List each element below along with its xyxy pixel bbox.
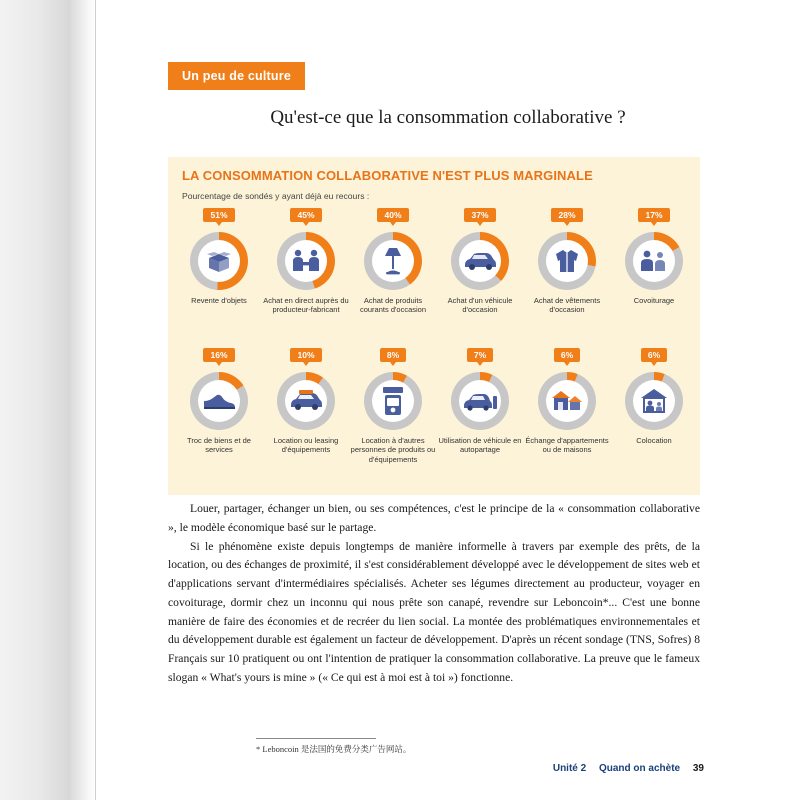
donut-ring (625, 232, 683, 290)
percentage-badge: 10% (290, 348, 321, 362)
donut-chart (350, 232, 436, 290)
infographic-item (350, 345, 436, 464)
footer-page-number: 39 (692, 763, 704, 774)
handshake-icon (285, 240, 327, 282)
infographic-item (176, 205, 262, 305)
donut-ring (364, 372, 422, 430)
for-rent-sign-icon (372, 380, 414, 422)
body-paragraph-1: Louer, partager, échanger un bien, ou ses compétences, c'est le principe de la « consommation collaborative », le modèle économique basé sur le partage. (168, 502, 700, 534)
donut-chart (350, 372, 436, 430)
infographic-item (263, 345, 349, 455)
donut-ring (190, 372, 248, 430)
car-icon (459, 240, 501, 282)
infographic-item-label: Revente d'objets (191, 296, 247, 305)
leasing-car-icon (285, 380, 327, 422)
donut-chart (437, 372, 523, 430)
infographic-item-label: Utilisation de véhicule en autopartage (438, 436, 522, 455)
infographic-item-label: Location à d'autres personnes de produits ou d'équipements (350, 436, 436, 464)
donut-chart (176, 372, 262, 430)
footer-unit: Unité 2 (552, 763, 587, 774)
percentage-badge: 28% (551, 208, 582, 222)
percentage-badge: 17% (638, 208, 669, 222)
donut-chart (263, 372, 349, 430)
charging-car-icon (459, 380, 501, 422)
donut-ring (277, 372, 335, 430)
infographic-item-label: Achat de vêtements d'occasion (533, 296, 601, 315)
percentage-badge: 7% (467, 348, 493, 362)
percentage-badge: 37% (464, 208, 495, 222)
body-paragraph-2: Si le phénomène existe depuis longtemps de manière informelle à travers par exemple des prêts, de la location, ou des échanges de proximité, il s'est considérablement développé avec le développement de sites web et d'applications servant d'intermédiaires spécialisés. Acheter ses légumes directement au producteur, voyager en covoiturage, dormir chez un inconnu qui nous prête son canapé, revendre sur Leboncoin*... C'est une bonne manière de faire des économies et de recréer du lien social. La montée des problématiques environnementales et du développement durable est également un facteur de développement. D'après un récent sondage (TNS, Sofres) 8 Français sur 10 pratiquent ou ont l'intention de pratiquer la consommation collaborative. La preuve que le fameux slogan « What's yours is mine » (« Ce qui est à moi est à toi ») fonctionne. (168, 539, 700, 685)
footnote-rule (256, 738, 376, 739)
percentage-badge: 16% (203, 348, 234, 362)
infographic-title: LA CONSOMMATION COLLABORATIVE N'EST PLUS MARGINALE (182, 168, 593, 183)
percentage-badge: 6% (641, 348, 667, 362)
infographic-item-label: Troc de biens et de services (187, 436, 251, 455)
percentage-badge: 6% (554, 348, 580, 362)
infographic-item (350, 205, 436, 315)
infographic-item-label: Achat d'un véhicule d'occasion (447, 296, 513, 315)
donut-chart (524, 232, 610, 290)
donut-ring (364, 232, 422, 290)
footer-section: Quand on achète (598, 763, 681, 774)
infographic-item (611, 205, 697, 305)
donut-ring (538, 372, 596, 430)
infographic-item (437, 205, 523, 315)
donut-ring (538, 232, 596, 290)
percentage-badge: 45% (290, 208, 321, 222)
shared-house-icon (633, 380, 675, 422)
page-content (96, 0, 800, 800)
percentage-badge: 8% (380, 348, 406, 362)
donut-chart (176, 232, 262, 290)
donut-chart (263, 232, 349, 290)
infographic-row-1 (176, 205, 696, 345)
lamp-icon (372, 240, 414, 282)
infographic-item (524, 205, 610, 315)
carpool-people-icon (633, 240, 675, 282)
percentage-badge: 51% (203, 208, 234, 222)
infographic-item (176, 345, 262, 455)
infographic-item (611, 345, 697, 445)
infographic-panel (168, 157, 700, 495)
donut-ring (451, 232, 509, 290)
body-text (168, 500, 700, 688)
infographic-item (437, 345, 523, 455)
shoe-icon (198, 380, 240, 422)
page-title: Qu'est-ce que la consommation collaborative ? (270, 107, 626, 128)
infographic-item-label: Achat de produits courants d'occasion (359, 296, 427, 315)
infographic-item (524, 345, 610, 455)
section-tag: Un peu de culture (168, 62, 305, 90)
infographic-item-label: Location ou leasing d'équipements (273, 436, 339, 455)
infographic-item-label: Achat en direct auprès du producteur-fabricant (263, 296, 349, 315)
donut-ring (190, 232, 248, 290)
infographic-item-label: Échange d'appartements ou de maisons (525, 436, 609, 455)
house-exchange-icon (546, 380, 588, 422)
infographic-subtitle: Pourcentage de sondés y ayant déjà eu recours : (182, 191, 370, 201)
infographic-item-label: Covoiturage (633, 296, 675, 305)
donut-ring (625, 372, 683, 430)
book-binding-shadow (0, 0, 96, 800)
donut-chart (611, 232, 697, 290)
donut-chart (437, 232, 523, 290)
page-footer (553, 763, 704, 774)
donut-chart (611, 372, 697, 430)
infographic-item (263, 205, 349, 315)
footnote-text: * Leboncoin 是法国的免费分类广告网站。 (256, 744, 412, 754)
open-box-icon (198, 240, 240, 282)
jacket-icon (546, 240, 588, 282)
donut-ring (451, 372, 509, 430)
percentage-badge: 40% (377, 208, 408, 222)
infographic-item-label: Colocation (636, 436, 672, 445)
donut-chart (524, 372, 610, 430)
donut-ring (277, 232, 335, 290)
infographic-row-2 (176, 345, 696, 485)
